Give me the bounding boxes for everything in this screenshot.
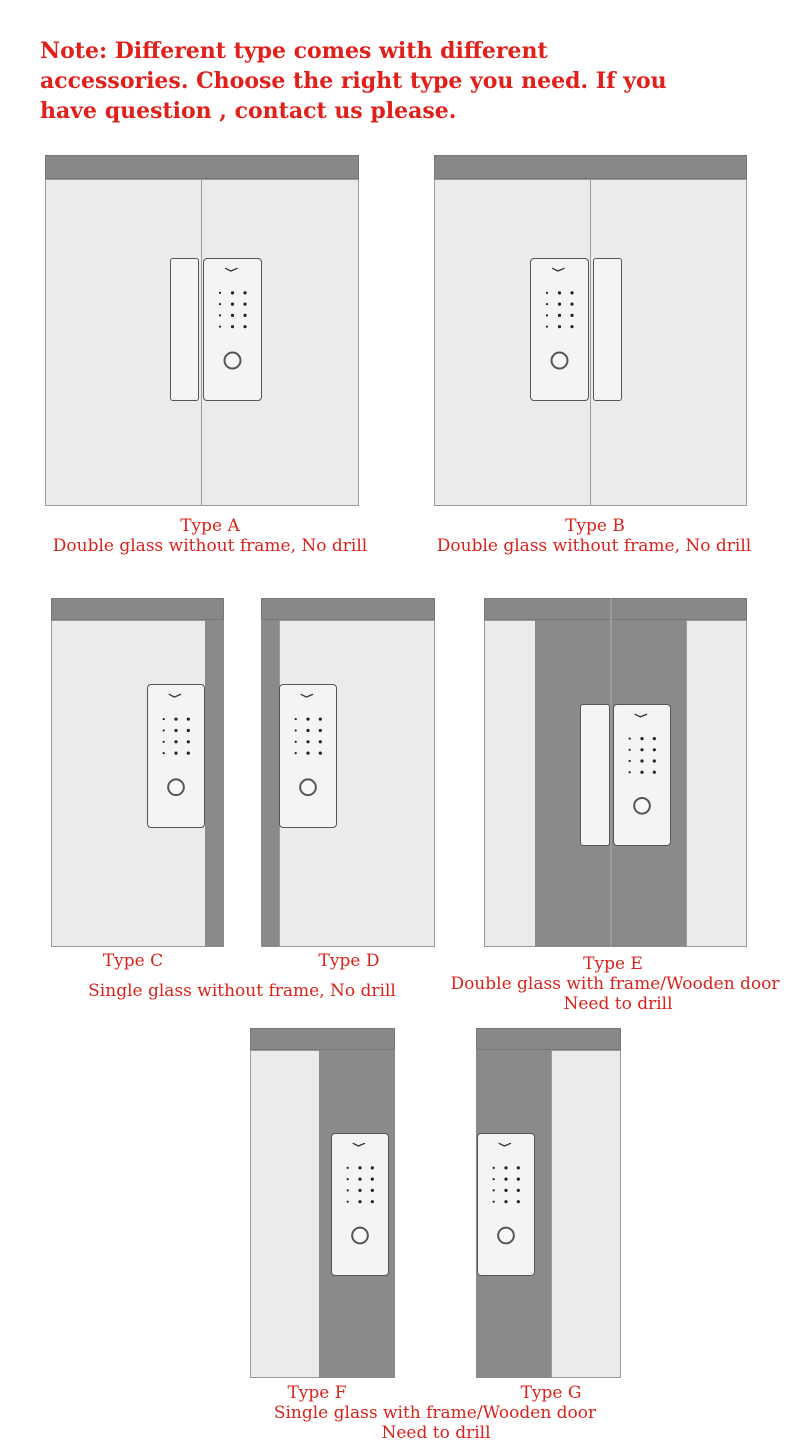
type-e-drill-note: Need to drill [563,994,673,1014]
type-b-label: Type B [565,516,625,536]
strike-plate [593,258,622,401]
type-fg-description: Single glass with frame/Wooden door [273,1403,597,1423]
smart-lock-icon [279,684,337,828]
lock-face-icon [204,259,261,400]
type-c-label: Type C [102,951,164,971]
strike-plate [580,704,610,846]
lock-face-icon [478,1134,534,1275]
smart-lock-icon [613,704,671,846]
type-cd-description: Single glass without frame, No drill [88,981,396,1001]
type-e-description: Double glass with frame/Wooden door [450,974,780,994]
lock-face-icon [531,259,588,400]
type-fg-drill-note: Need to drill [381,1423,491,1443]
type-g-label: Type G [520,1383,582,1403]
lock-face-icon [148,685,204,827]
type-a-label: Type A [180,516,240,536]
smart-lock-icon [530,258,589,401]
smart-lock-icon [477,1133,535,1276]
type-d-label: Type D [318,951,380,971]
type-e-label: Type E [583,954,643,974]
type-b-description: Double glass without frame, No drill [436,536,752,556]
strike-plate [170,258,199,401]
type-f-label: Type F [287,1383,347,1403]
note-text: Note: Different type comes with different accessories. Choose the right type you need. If you have question , contact us please. [40,38,667,124]
smart-lock-icon [203,258,262,401]
lock-face-icon [280,685,336,827]
type-a-description: Double glass without frame, No drill [52,536,368,556]
lock-face-icon [614,705,670,845]
smart-lock-icon [331,1133,389,1276]
lock-face-icon [332,1134,388,1275]
smart-lock-icon [147,684,205,828]
